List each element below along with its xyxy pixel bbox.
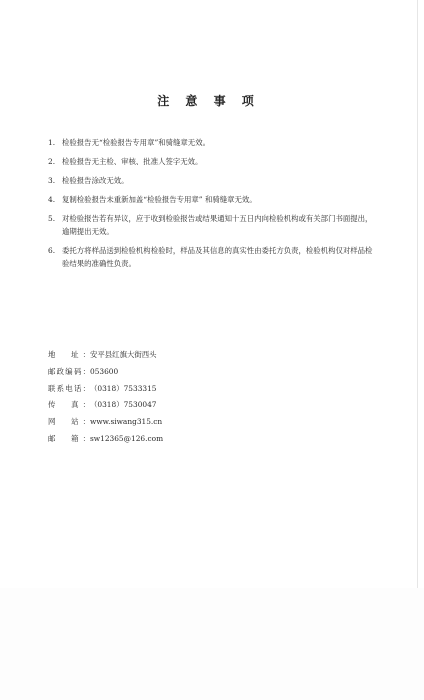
contact-row-email — [48, 433, 163, 450]
note-number: 6. — [48, 246, 56, 255]
contact-label: 邮政编码： — [48, 366, 90, 376]
note-text: 检验报告涂改无效。 — [62, 176, 129, 185]
note-item — [48, 155, 378, 168]
contact-label: 传 真： — [48, 400, 90, 410]
note-number: 4. — [48, 195, 56, 204]
note-number: 5. — [48, 214, 56, 223]
contact-row-website — [48, 416, 163, 433]
note-item — [48, 244, 378, 270]
contact-label: 网 站： — [48, 417, 90, 427]
contact-info — [48, 349, 163, 450]
note-text: 检验报告无“检验报告专用章”和骑缝章无效。 — [62, 138, 210, 147]
contact-label: 联系电话： — [48, 383, 90, 393]
note-item — [48, 136, 378, 149]
contact-value: www.siwang315.cn — [90, 417, 163, 427]
note-text: 复制检验报告未重新加盖“检验报告专用章” 和骑缝章无效。 — [62, 195, 257, 204]
contact-row-phone — [48, 383, 163, 400]
contact-row-address — [48, 349, 163, 366]
blank-margin — [0, 588, 424, 700]
note-item — [48, 212, 378, 238]
contact-value: （0318）7533315 — [90, 383, 157, 393]
contact-row-postcode — [48, 366, 163, 383]
contact-value: 053600 — [90, 366, 119, 376]
note-text: 对检验报告若有异议，应于收到检验报告或结果通知十五日内向检验机构或有关部门书面提出，逾期提出无效。 — [62, 214, 373, 236]
note-number: 2. — [48, 157, 56, 166]
note-item — [48, 174, 378, 187]
note-text: 委托方将样品送到检验机构检验时，样品及其信息的真实性由委托方负责，检验机构仅对样品检验结果的准确性负责。 — [62, 246, 373, 268]
contact-value: sw12365@126.com — [90, 433, 164, 443]
note-item — [48, 193, 378, 206]
contact-value: 安平县红旗大街西头 — [90, 350, 157, 359]
contact-value: （0318）7530047 — [90, 400, 157, 410]
note-text: 检验报告无主检、审核、批准人签字无效。 — [62, 157, 203, 166]
contact-label: 邮 箱： — [48, 433, 90, 443]
note-number: 3. — [48, 176, 56, 185]
contact-row-fax — [48, 399, 163, 416]
page-title: 注 意 事 项 — [157, 94, 260, 108]
notes-list — [48, 136, 378, 276]
contact-label: 地 址： — [48, 350, 90, 359]
note-number: 1. — [48, 138, 56, 147]
